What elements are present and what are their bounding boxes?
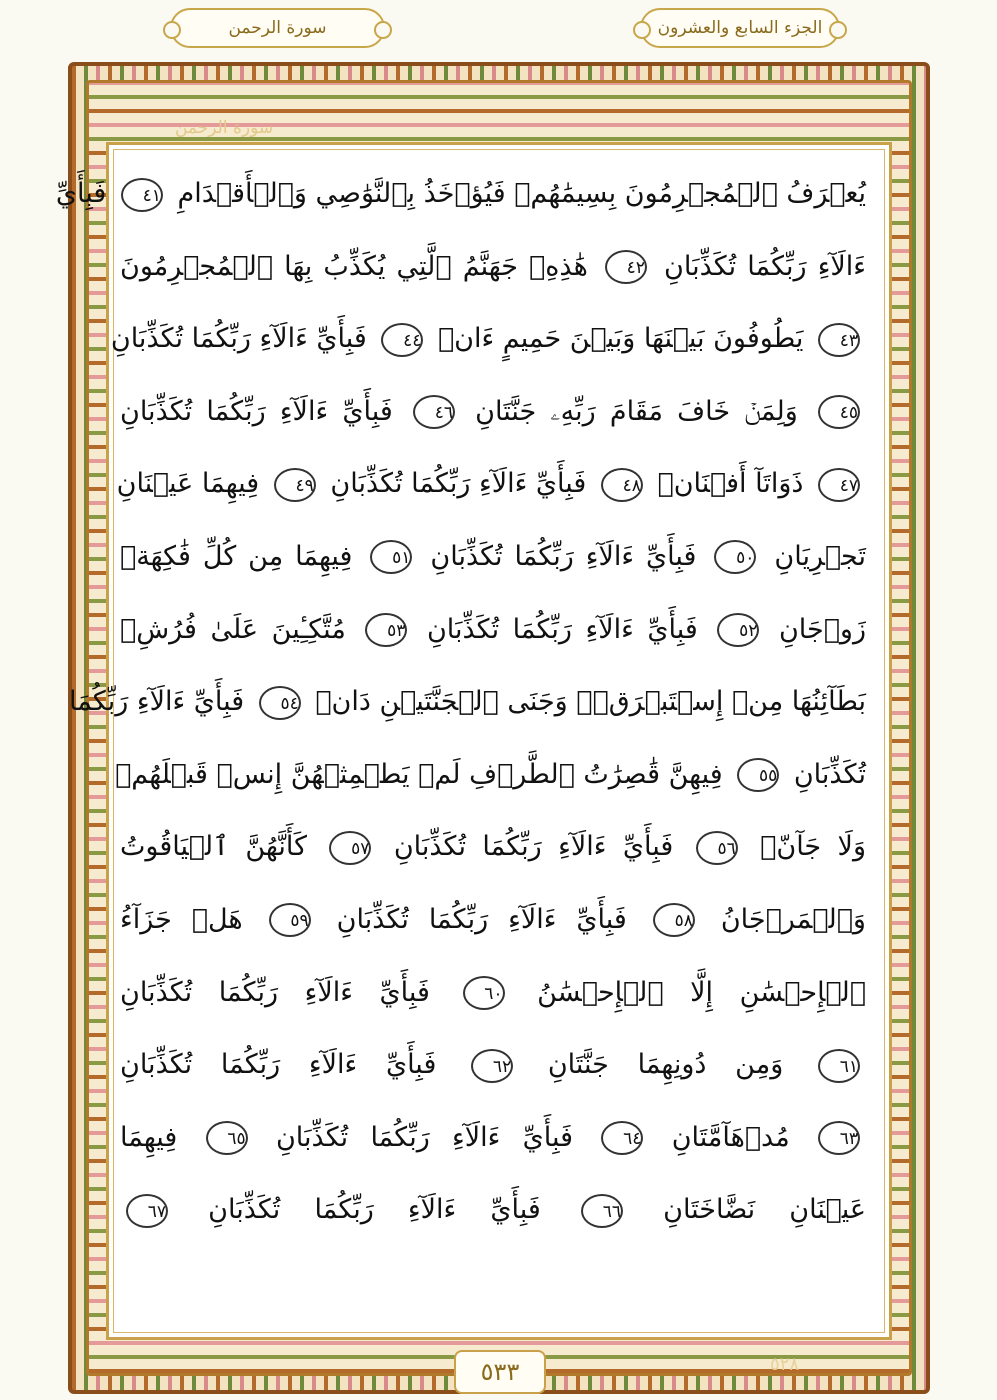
verse-text: فِيهِمَا مِن كُلِّ فَٰكِهَةٖ <box>120 540 353 572</box>
ayah-number-marker: ٤٣ <box>818 323 860 357</box>
text-line <box>120 957 866 1030</box>
text-line <box>120 811 866 884</box>
verse-text: فَبِأَيِّ ءَالَآءِ رَبِّكُمَا تُكَذِّبَانِ <box>426 613 698 645</box>
verse-text: تُكَذِّبَانِ <box>793 758 866 790</box>
verse-text: بَطَآئِنُهَا مِنۡ إِسۡتَبۡرَقٖۚ وَجَنَى ٱلۡجَنَّتَيۡنِ دَانٖ <box>315 686 866 718</box>
text-line <box>120 1174 866 1247</box>
text-line <box>120 1029 866 1102</box>
verse-text: فِيهِنَّ قَٰصِرَٰتُ ٱلطَّرۡفِ لَمۡ يَطۡمِثۡهُنَّ إِنسٞ قَبۡلَهُمۡ <box>115 758 723 790</box>
juz-name-header <box>640 8 840 48</box>
text-line <box>120 521 866 594</box>
ayah-number-marker: ٦٥ <box>206 1121 248 1155</box>
verse-text: فَبِأَيِّ <box>55 178 107 209</box>
ayah-number-marker: ٥٤ <box>259 686 301 720</box>
ayah-number-marker: ٥١ <box>370 540 412 574</box>
page-number-watermark: ٥٢٨ <box>770 1354 800 1375</box>
verse-text: فَبِأَيِّ ءَالَآءِ رَبِّكُمَا تُكَذِّبَانِ <box>120 1049 437 1081</box>
verse-text: فَبِأَيِّ ءَالَآءِ رَبِّكُمَا تُكَذِّبَانِ <box>120 395 393 427</box>
verse-text: ٱلۡإِحۡسَٰنِ إِلَّا ٱلۡإِحۡسَٰنُ <box>537 976 866 1008</box>
ayah-number-marker: ٤١ <box>121 178 163 212</box>
ayah-number-marker: ٦١ <box>818 1049 860 1083</box>
ayah-number-marker: ٤٩ <box>274 468 316 502</box>
text-line <box>120 231 866 304</box>
text-line <box>120 594 866 667</box>
ayah-number-marker: ٥٣ <box>365 613 407 647</box>
ayah-number-marker: ٦٤ <box>601 1121 643 1155</box>
text-line <box>110 303 866 376</box>
ayah-number-marker: ٥٨ <box>653 903 695 937</box>
ayah-number-marker: ٦٧ <box>126 1194 168 1228</box>
verse-text: ذَوَاتَآ أَفۡنَانٖ <box>657 468 804 500</box>
verse-text: عَيۡنَانِ نَضَّاخَتَانِ <box>663 1194 866 1226</box>
ayah-number-marker: ٤٢ <box>605 250 647 284</box>
verse-text: وَمِن دُونِهِمَا جَنَّتَانِ <box>547 1049 784 1081</box>
ayah-number-marker: ٦٢ <box>471 1049 513 1083</box>
text-line <box>120 376 866 449</box>
verse-text: فَبِأَيِّ ءَالَآءِ رَبِّكُمَا تُكَذِّبَانِ <box>110 323 367 355</box>
ayah-number-marker: ٤٨ <box>601 468 643 502</box>
verse-text: فِيهِمَا <box>120 1121 178 1153</box>
text-line <box>120 884 866 957</box>
text-line <box>55 158 866 231</box>
juz-name: الجزء السابع والعشرون <box>657 18 823 38</box>
header-ornament <box>163 21 181 39</box>
verse-text: يُعۡرَفُ ٱلۡمُجۡرِمُونَ بِسِيمَٰهُمۡ فَيُؤۡخَذُ بِٱلنَّوَٰصِي وَٱلۡأَقۡدَامِ <box>177 178 866 209</box>
verse-text: فَبِأَيِّ ءَالَآءِ رَبِّكُمَا تُكَذِّبَانِ <box>336 903 627 935</box>
ayah-number-marker: ٦٣ <box>818 1121 860 1155</box>
text-line <box>115 739 866 812</box>
verse-text: يَطُوفُونَ بَيۡنَهَا وَبَيۡنَ حَمِيمٍ ءَانٖ <box>437 323 804 355</box>
verse-text: فَبِأَيِّ ءَالَآءِ رَبِّكُمَا تُكَذِّبَانِ <box>330 468 587 500</box>
ayah-number-marker: ٤٧ <box>818 468 860 502</box>
verse-text: ءَالَآءِ رَبِّكُمَا تُكَذِّبَانِ <box>664 250 866 282</box>
verse-text: زَوۡجَانِ <box>778 613 866 645</box>
verse-text: فَبِأَيِّ ءَالَآءِ رَبِّكُمَا <box>69 686 245 718</box>
verse-text: فَبِأَيِّ ءَالَآءِ رَبِّكُمَا تُكَذِّبَانِ <box>208 1194 541 1226</box>
ayah-number-marker: ٤٥ <box>818 395 860 429</box>
ayah-number-marker: ٦٦ <box>581 1194 623 1228</box>
ayah-number-marker: ٥٥ <box>737 758 779 792</box>
surah-name-watermark: سورة الرحمن <box>175 118 274 138</box>
verse-text: كَأَنَّهُنَّ ٱلۡيَاقُوتُ <box>120 831 307 863</box>
ayah-number-marker: ٤٤ <box>381 323 423 357</box>
verse-text: هَلۡ جَزَآءُ <box>120 903 243 935</box>
ayah-number-marker: ٦٠ <box>463 976 505 1010</box>
verse-text: فَبِأَيِّ ءَالَآءِ رَبِّكُمَا تُكَذِّبَانِ <box>430 540 697 572</box>
surah-name: سورة الرحمن <box>228 18 327 38</box>
verse-text: هَٰذِهِۦ جَهَنَّمُ ٱلَّتِي يُكَذِّبُ بِهَا ٱلۡمُجۡرِمُونَ <box>120 250 588 282</box>
surah-name-header <box>170 8 385 48</box>
header-ornament <box>633 21 651 39</box>
verse-text: مُتَّكِـِٔينَ عَلَىٰ فُرُشِۢ <box>120 613 346 645</box>
verse-text: فَبِأَيِّ ءَالَآءِ رَبِّكُمَا تُكَذِّبَانِ <box>275 1121 574 1153</box>
ayah-number-marker: ٥٩ <box>269 903 311 937</box>
ayah-number-marker: ٥٧ <box>329 831 371 865</box>
header-ornament <box>829 21 847 39</box>
ayah-number-marker: ٥٢ <box>717 613 759 647</box>
header-ornament <box>374 21 392 39</box>
verse-text: وَٱلۡمَرۡجَانُ <box>720 903 866 935</box>
verse-text: وَلِمَنۡ خَافَ مَقَامَ رَبِّهِۦ جَنَّتَانِ <box>475 395 798 427</box>
text-line <box>120 1102 866 1175</box>
verse-text: فَبِأَيِّ ءَالَآءِ رَبِّكُمَا تُكَذِّبَانِ <box>120 976 430 1008</box>
page-number: ٥٣٣ <box>454 1350 546 1394</box>
text-line <box>69 666 866 739</box>
text-line <box>116 448 866 521</box>
verse-text: تَجۡرِيَانِ <box>774 540 867 572</box>
verse-text: فَبِأَيِّ ءَالَآءِ رَبِّكُمَا تُكَذِّبَانِ <box>393 831 674 863</box>
verse-text: مُدۡهَآمَّتَانِ <box>671 1121 790 1153</box>
quran-text <box>55 158 867 1247</box>
ayah-number-marker: ٤٦ <box>413 395 455 429</box>
verse-text: فِيهِمَا عَيۡنَانِ <box>116 468 260 500</box>
verse-text: وَلَا جَآنّٞ <box>760 831 866 863</box>
ayah-number-marker: ٥٠ <box>714 540 756 574</box>
ayah-number-marker: ٥٦ <box>696 831 738 865</box>
